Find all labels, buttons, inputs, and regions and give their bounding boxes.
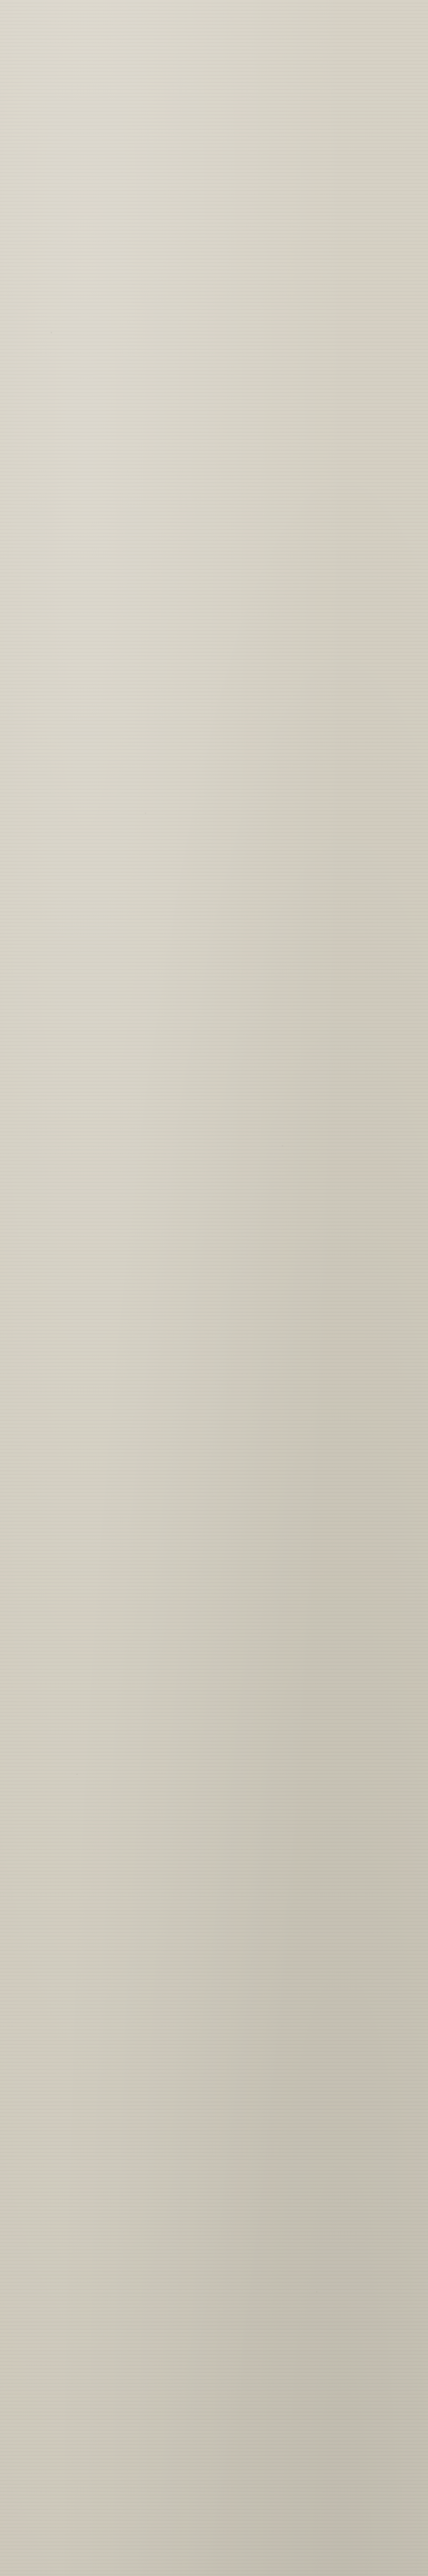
article-column xyxy=(8,7,420,2576)
